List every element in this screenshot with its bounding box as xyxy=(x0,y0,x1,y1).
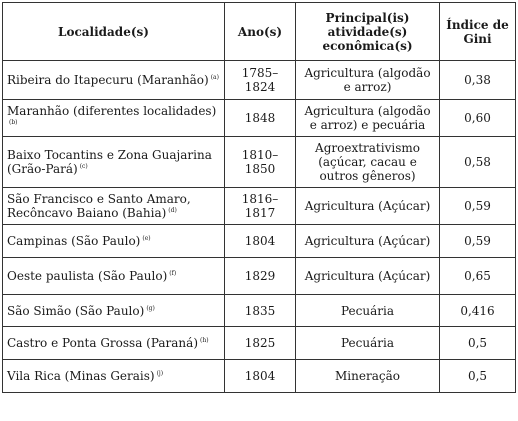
footnote-mark: (f) xyxy=(169,270,177,277)
years-cell: 1848 xyxy=(225,100,296,137)
footnote-mark: (j) xyxy=(156,370,164,377)
years-cell: 1804 xyxy=(225,360,296,393)
header-locality: Localidade(s) xyxy=(3,3,225,61)
gini-cell: 0,65 xyxy=(440,258,516,295)
locality-text: São Simão (São Paulo) xyxy=(7,303,145,318)
locality-cell xyxy=(3,327,225,360)
years-cell: 1816–1817 xyxy=(225,188,296,225)
gini-table-container xyxy=(2,2,515,393)
table-row xyxy=(3,225,516,258)
years-cell: 1810–1850 xyxy=(225,137,296,188)
locality-text: Maranhão (diferentes localidades) xyxy=(7,104,217,118)
table-row xyxy=(3,137,516,188)
footnote-mark: (e) xyxy=(142,235,151,242)
activity-cell: Agricultura (algodão e arroz) xyxy=(296,61,440,100)
table-row xyxy=(3,61,516,100)
activity-cell: Agricultura (Açúcar) xyxy=(296,188,440,225)
gini-cell: 0,5 xyxy=(440,360,516,393)
activity-cell: Pecuária xyxy=(296,295,440,327)
locality-cell xyxy=(3,61,225,100)
locality-cell xyxy=(3,258,225,295)
header-years: Ano(s) xyxy=(225,3,296,61)
gini-cell: 0,59 xyxy=(440,188,516,225)
gini-cell: 0,416 xyxy=(440,295,516,327)
locality-text: Baixo Tocantins e Zona Guajarina (Grão-Pará) xyxy=(7,148,212,176)
footnote-mark: (a) xyxy=(210,74,219,81)
table-row xyxy=(3,258,516,295)
gini-cell: 0,60 xyxy=(440,100,516,137)
footnote-mark: (c) xyxy=(79,163,88,170)
locality-cell xyxy=(3,100,225,137)
locality-cell xyxy=(3,360,225,393)
footnote-mark: (g) xyxy=(146,304,155,312)
locality-text: Oeste paulista (São Paulo) xyxy=(7,269,168,283)
gini-table xyxy=(2,2,516,393)
gini-cell: 0,38 xyxy=(440,61,516,100)
years-cell: 1804 xyxy=(225,225,296,258)
gini-cell: 0,5 xyxy=(440,327,516,360)
locality-cell xyxy=(3,225,225,258)
activity-cell: Agricultura (Açúcar) xyxy=(296,258,440,295)
locality-text: Campinas (São Paulo) xyxy=(7,234,141,248)
footnote-mark: (d) xyxy=(168,207,177,214)
locality-cell xyxy=(3,137,225,188)
table-row xyxy=(3,327,516,360)
header-row xyxy=(3,3,516,61)
table-row xyxy=(3,188,516,225)
activity-cell: Pecuária xyxy=(296,327,440,360)
table-row xyxy=(3,100,516,137)
locality-text: São Francisco e Santo Amaro, Recôncavo Baiano (Bahia) xyxy=(7,192,191,220)
activity-cell: Mineração xyxy=(296,360,440,393)
footnote-mark: (h) xyxy=(200,337,209,344)
years-cell: 1835 xyxy=(225,295,296,327)
locality-text: Ribeira do Itapecuru (Maranhão) xyxy=(7,73,209,87)
locality-cell xyxy=(3,188,225,225)
activity-cell: Agroextrativismo (açúcar, cacau e outros gêneros) xyxy=(296,137,440,188)
header-gini: Índice de Gini xyxy=(440,3,516,61)
locality-text: Castro e Ponta Grossa (Paraná) xyxy=(7,336,198,350)
locality-text: Vila Rica (Minas Gerais) xyxy=(7,369,155,383)
footnote-mark: (b) xyxy=(9,119,18,126)
activity-cell: Agricultura (Açúcar) xyxy=(296,225,440,258)
table-row xyxy=(3,360,516,393)
years-cell: 1785–1824 xyxy=(225,61,296,100)
years-cell: 1829 xyxy=(225,258,296,295)
header-activity: Principal(is) atividade(s) econômica(s) xyxy=(296,3,440,61)
gini-cell: 0,58 xyxy=(440,137,516,188)
activity-cell: Agricultura (algodão e arroz) e pecuária xyxy=(296,100,440,137)
gini-cell: 0,59 xyxy=(440,225,516,258)
years-cell: 1825 xyxy=(225,327,296,360)
table-row xyxy=(3,295,516,327)
locality-cell xyxy=(3,295,225,327)
